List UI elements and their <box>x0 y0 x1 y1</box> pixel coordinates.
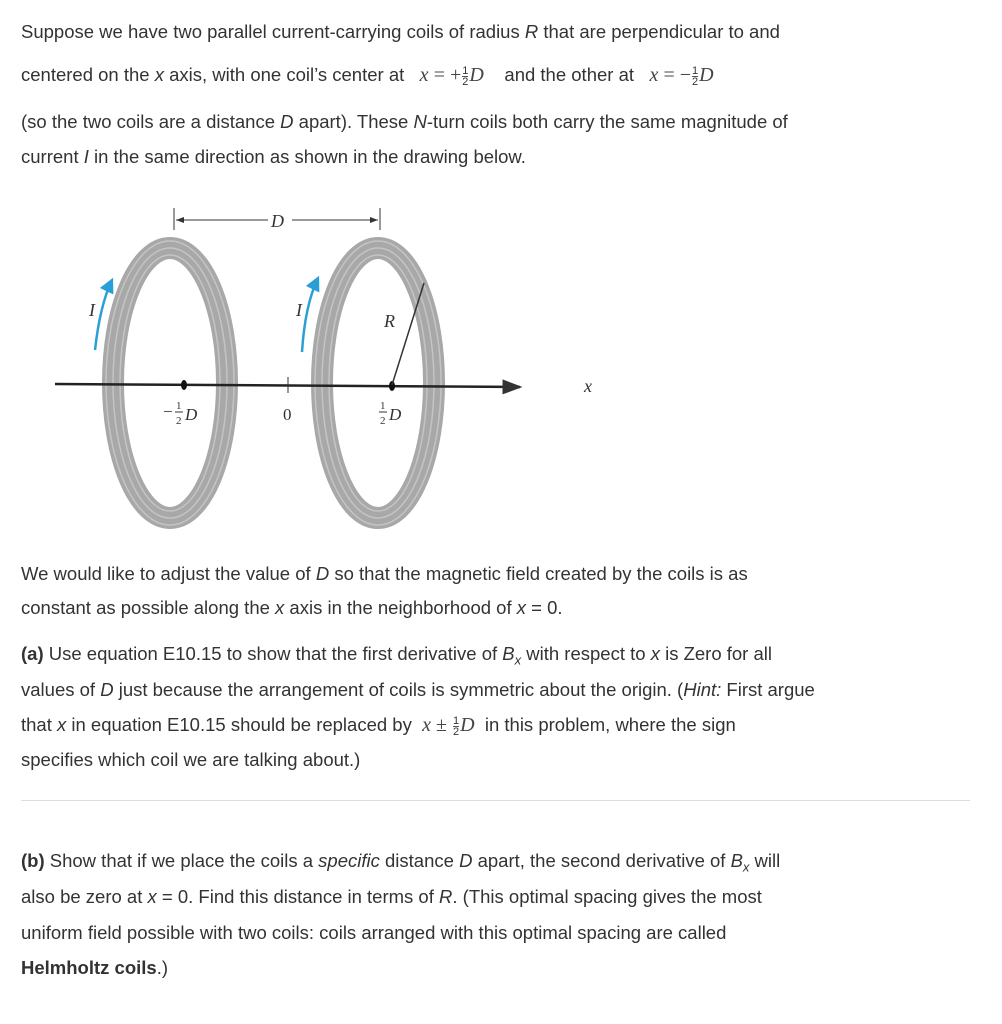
para2-line-1: We would like to adjust the value of D so that the magnetic field created by the coils is as <box>21 563 748 584</box>
fraction-half: $\frac{1}{2}$ <box>462 64 469 88</box>
current-label-left: I <box>89 300 95 320</box>
text: apart). These <box>293 111 414 132</box>
current-label-right: I <box>296 300 302 320</box>
divider <box>21 800 970 801</box>
helmholtz-coils-figure <box>0 0 640 560</box>
part-a-line-3: that x in equation E10.15 should be replaced by x ± $\frac{1}{2}$ D in this problem, where the sign <box>21 714 736 738</box>
coil-left <box>106 241 234 525</box>
text: that are perpendicular to and <box>538 21 780 42</box>
svg-text:1: 1 <box>176 400 182 412</box>
var-D: D <box>280 111 294 132</box>
svg-text:2: 2 <box>380 415 386 427</box>
var-N: N <box>413 111 427 132</box>
text: current <box>21 146 84 167</box>
part-b-line-2: also be zero at x = 0. Find this distance in terms of R. (This optimal spacing gives the most <box>21 886 762 907</box>
part-a-line-2: values of D just because the arrangement of coils is symmetric about the origin. (Hint: First argue <box>21 679 815 700</box>
origin-label: 0 <box>283 405 292 424</box>
eq-sign: = − <box>663 64 692 86</box>
part-a-line-1: (a) Use equation E10.15 to show that the first derivative of $B_x$ with respect to x is Zero for all <box>21 643 772 668</box>
eq-sign: = + <box>433 64 462 86</box>
svg-text:D: D <box>389 405 402 424</box>
part-a-line-4: specifies which coil we are talking about.) <box>21 749 361 770</box>
var-I: I <box>83 146 89 167</box>
part-b-line-4: Helmholtz coils.) <box>21 957 169 978</box>
text: centered on the <box>21 64 155 85</box>
eq-x: x <box>649 64 659 86</box>
x-axis-label: x <box>584 376 592 396</box>
half-D-label <box>379 400 402 427</box>
coil-right <box>315 241 441 525</box>
svg-text:1: 1 <box>380 400 386 412</box>
part-b-line-1: (b) Show that if we place the coils a specific distance D apart, the second derivative of $B_x$ will <box>21 850 781 875</box>
part-b-line-3: uniform field possible with two coils: coils arranged with this optimal spacing are called <box>21 922 727 943</box>
center-left-dot <box>181 380 187 390</box>
text: axis, with one coil’s center at <box>163 64 405 85</box>
neg-half-D-label <box>163 400 198 427</box>
svg-text:D: D <box>271 211 284 231</box>
eq-D: D <box>469 64 484 86</box>
svg-text:2: 2 <box>176 415 182 427</box>
distance-D-dimension <box>174 208 380 231</box>
radius-line <box>392 283 424 385</box>
var-R: R <box>524 21 539 42</box>
text: -turn coils both carry the same magnitude of <box>426 111 788 132</box>
eq-D: D <box>699 64 714 86</box>
radius-label: R <box>384 311 395 331</box>
svg-text:−: − <box>163 402 173 421</box>
para2-line-2: constant as possible along the x axis in the neighborhood of x = 0. <box>21 597 563 618</box>
svg-text:D: D <box>185 405 198 424</box>
text: (so the two coils are a distance <box>21 111 281 132</box>
text: in the same direction as shown in the drawing below. <box>88 146 526 167</box>
var-x: x <box>154 64 164 85</box>
fraction-half: $\frac{1}{2}$ <box>692 64 699 88</box>
text: Suppose we have two parallel current-carrying coils of radius <box>21 21 525 42</box>
eq-x: x <box>419 64 429 86</box>
text: and the other at <box>504 64 635 85</box>
